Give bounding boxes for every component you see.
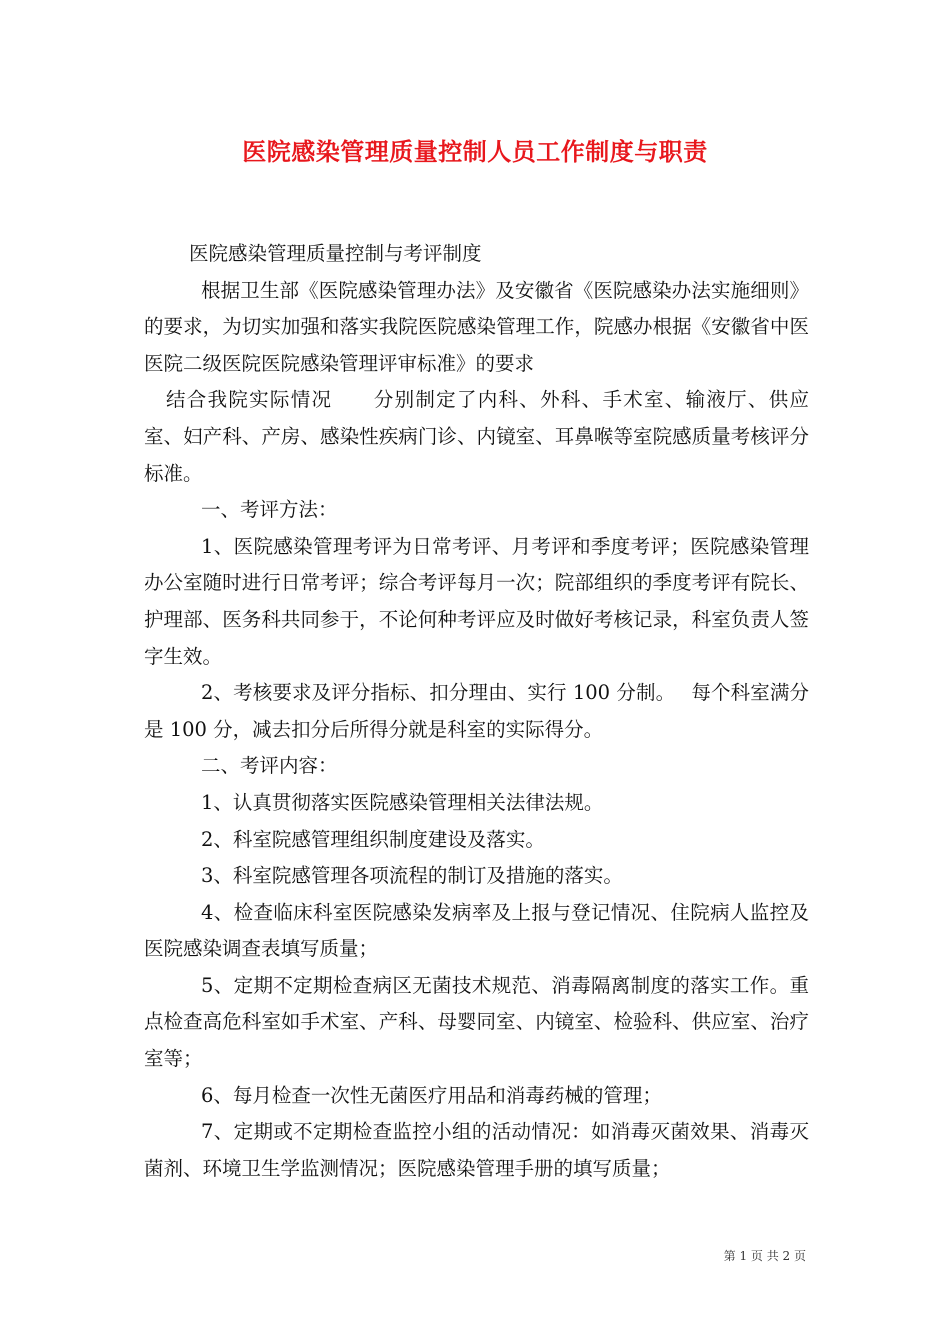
list-item: 2、考核要求及评分指标、扣分理由、实行 100 分制。 每个科室满分是 100 分，减去扣分后所得分就是科室的实际得分。: [144, 681, 809, 741]
list-heading: 二、考评内容：: [201, 754, 338, 778]
list-item: 6、每月检查一次性无菌医疗用品和消毒药械的管理；: [201, 1083, 662, 1107]
paragraph: 根据卫生部《医院感染管理办法》及安徽省《医院感染办法实施细则》的要求，为切实加强和落实我院医院感染管理工作，院感办根据《安徽省中医医院二级医院医院感染管理评审标准》的要求: [144, 278, 809, 375]
page-number: 第 1 页 共 2 页: [723, 1249, 806, 1263]
list-item: 5、定期不定期检查病区无菌技术规范、消毒隔离制度的落实工作。重点检查高危科室如手术室、产科、母婴同室、内镜室、检验科、供应室、治疗室等；: [144, 973, 809, 1071]
list-item: 1、认真贯彻落实医院感染管理相关法律法规。: [201, 790, 604, 814]
list-item: 3、科室院感管理各项流程的制订及措施的落实。: [201, 864, 623, 888]
list-heading: 一、考评方法：: [201, 498, 338, 522]
list-item: 7、定期或不定期检查监控小组的活动情况：如消毒灭菌效果、消毒灭菌剂、环境卫生学监测情况；医院感染管理手册的填写质量；: [144, 1120, 809, 1180]
document-body: [144, 236, 809, 1187]
paragraph: 结合我院实际情况 分别制定了内科、外科、手术室、输液厅、供应室、妇产科、产房、感染性疾病门诊、内镜室、耳鼻喉等室院感质量考核评分标准。: [144, 388, 809, 485]
list-item: 1、医院感染管理考评为日常考评、月考评和季度考评；医院感染管理办公室随时进行日常考评；综合考评每月一次；院部组织的季度考评有院长、护理部、医务科共同参于，不论何种考评应及时做好考核记录，科室负责人签字生效。: [144, 534, 809, 668]
list-item: 2、科室院感管理组织制度建设及落实。: [201, 827, 545, 851]
section-heading: 医院感染管理质量控制与考评制度: [189, 242, 482, 265]
list-item: 4、检查临床科室医院感染发病率及上报与登记情况、住院病人监控及医院感染调查表填写质量；: [144, 900, 809, 961]
document-title: 医院感染管理质量控制人员工作制度与职责: [242, 137, 708, 166]
